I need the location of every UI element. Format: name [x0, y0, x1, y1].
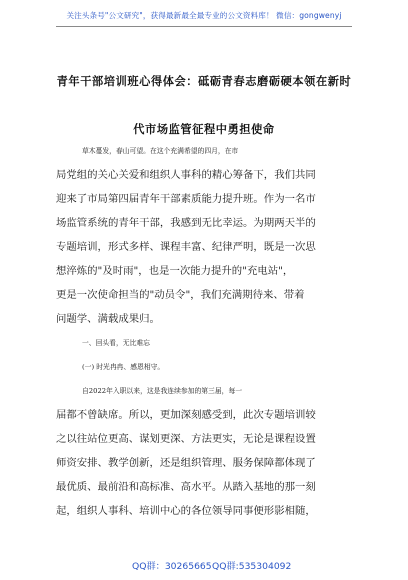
footer-qq-group-1: QQ群：30265665: [132, 561, 212, 572]
body-line: 场监管系统的青年干部，我感到无比幸运。为期两天半的: [56, 217, 316, 229]
section-heading: 一、回头看，无比难忘: [82, 339, 150, 347]
body-line: 起，组织人事科、培训中心的各位领导同事便形影相随，: [56, 505, 316, 517]
body-line: 届都不曾缺席。所以，更加深刻感受到，此次专题培训较: [56, 409, 316, 421]
document-title-line-2: 代市场监管征程中勇担使命: [133, 122, 275, 136]
footer-qq-group-2: QQ群:535304092: [212, 561, 292, 572]
body-line: 专题培训，形式多样、课程丰富、纪律严明，既是一次思: [56, 241, 316, 253]
body-line: 草木蔓发，春山可望。在这个充满希望的四月，在市: [82, 147, 239, 155]
body-line: 最优质、最前沿和高标准、高水平。从踏入基地的那一刻: [56, 481, 316, 493]
subsection-heading: (一) 时光冉冉、感恩相守。: [82, 363, 165, 371]
body-line: 之以往站位更高、谋划更深、方法更实，无论是课程设置: [56, 433, 316, 445]
body-line: 局党组的关心关爱和组织人事科的精心筹备下，我们共同: [56, 169, 316, 181]
body-line: 更是一次使命担当的"动员令"，我们充满期待来、带着: [56, 289, 305, 301]
body-line: 自2022年入职以来，这是我连续参加的第三届，每一: [82, 387, 243, 395]
body-line: 迎来了市局第四届青年干部素质能力提升班。作为一名市: [56, 193, 316, 205]
body-line: 问题学、满载成果归。: [56, 313, 160, 325]
header-divider: [56, 26, 352, 27]
header-banner: 关注头条号"公文研究"，获得最新最全最专业的公文资料库！ 微信：gongwenyj: [66, 11, 342, 20]
body-line: 想淬炼的"及时雨"，也是一次能力提升的"充电站"，: [56, 265, 294, 277]
body-line: 师资安排、教学创新，还是组织管理、服务保障都体现了: [56, 457, 316, 469]
document-title-line-1: 青年干部培训班心得体会：砥砺青春志磨砺硬本领在新时: [56, 74, 352, 88]
